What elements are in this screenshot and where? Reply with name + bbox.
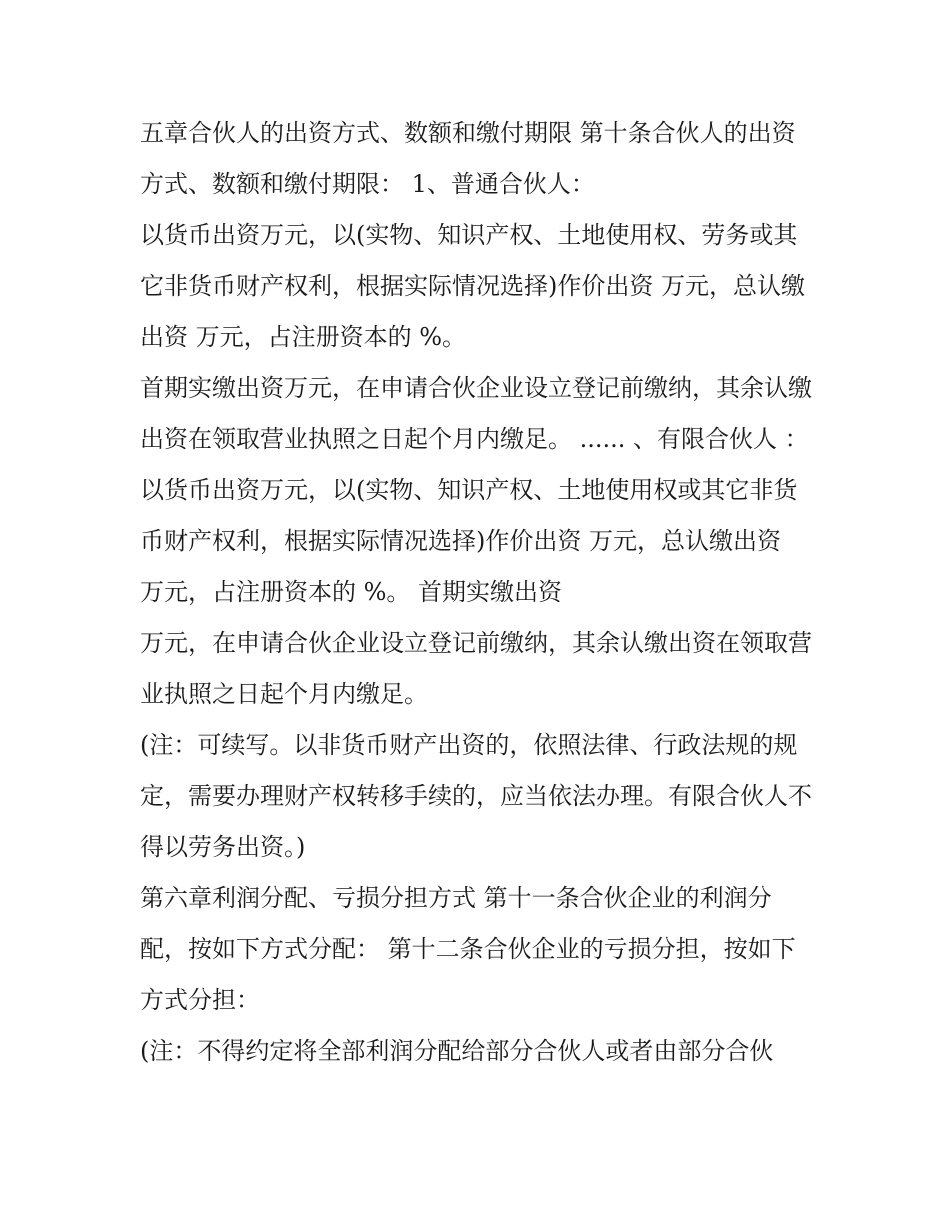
paragraph-limited-partner-contribution: 以货币出资万元，以(实物、知识产权、土地使用权或其它非货币财产权利，根据实际情况选择)作价出资 万元，总认缴出资 万元，占注册资本的 %。 首期实缴出资 xyxy=(140,476,798,606)
paragraph-note-contribution: (注：可续写。以非货币财产出资的，依照法律、行政法规的规定，需要办理财产权转移手续的，应当依法办理。有限合伙人不得以劳务出资。) xyxy=(140,731,812,861)
document-body xyxy=(140,108,812,1077)
paragraph-chapter-five-contribution: 五章合伙人的出资方式、数额和缴付期限 第十条合伙人的出资方式、数额和缴付期限： 1、普通合伙人： xyxy=(140,119,796,198)
paragraph-first-payment-general: 首期实缴出资万元，在申请合伙企业设立登记前缴纳，其余认缴出资在领取营业执照之日起个月内缴足。 ...... 、有限合伙人 ： xyxy=(140,374,812,453)
paragraph-general-partner-contribution: 以货币出资万元，以(实物、知识产权、土地使用权、劳务或其它非货币财产权利，根据实际情况选择)作价出资 万元，总认缴出资 万元，占注册资本的 %。 xyxy=(140,221,805,351)
paragraph-chapter-six-profit-loss: 第六章利润分配、亏损分担方式 第十一条合伙企业的利润分配，按如下方式分配： 第十二条合伙企业的亏损分担，按如下方式分担： xyxy=(140,884,796,1014)
paragraph-first-payment-limited: 万元，在申请合伙企业设立登记前缴纳，其余认缴出资在领取营业执照之日起个月内缴足。 xyxy=(140,629,812,708)
paragraph-note-profit: (注：不得约定将全部利润分配给部分合伙人或者由部分合伙 xyxy=(140,1037,774,1065)
